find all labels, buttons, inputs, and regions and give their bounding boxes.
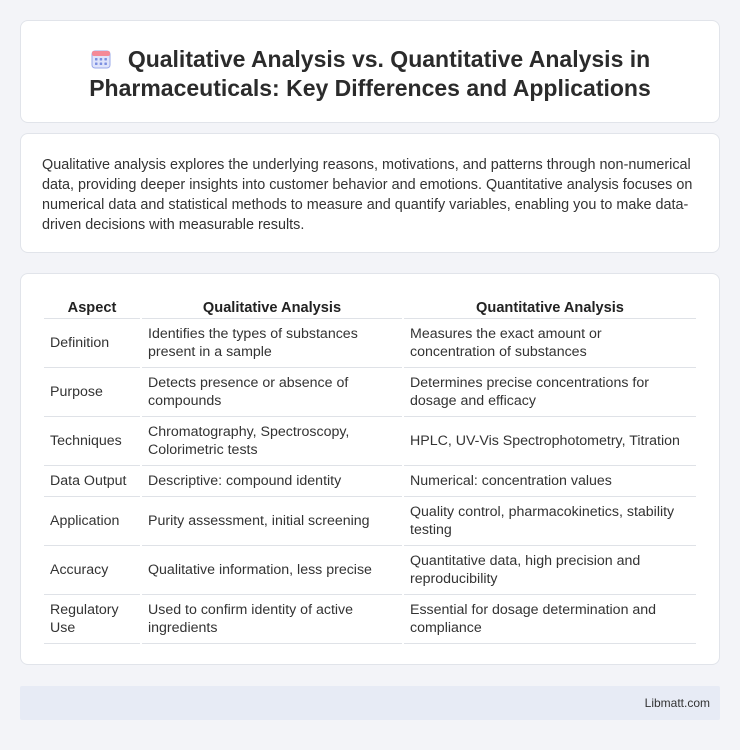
comparison-table — [42, 295, 698, 644]
calendar-icon — [90, 48, 112, 70]
qualitative-cell: Descriptive: compound identity — [142, 466, 402, 497]
quantitative-cell: Quality control, pharmacokinetics, stability testing — [404, 497, 696, 546]
table-row — [44, 466, 696, 497]
header-quantitative: Quantitative Analysis — [404, 295, 696, 319]
intro-card — [20, 133, 720, 253]
table-row — [44, 546, 696, 595]
table-row — [44, 417, 696, 466]
quantitative-cell: HPLC, UV-Vis Spectrophotometry, Titration — [404, 417, 696, 466]
qualitative-cell: Purity assessment, initial screening — [142, 497, 402, 546]
qualitative-cell: Chromatography, Spectroscopy, Colorimetric tests — [142, 417, 402, 466]
qualitative-cell: Qualitative information, less precise — [142, 546, 402, 595]
title-card — [20, 20, 720, 123]
table-row — [44, 319, 696, 368]
qualitative-cell: Identifies the types of substances present in a sample — [142, 319, 402, 368]
table-row — [44, 497, 696, 546]
footer-source[interactable]: Libmatt.com — [644, 696, 710, 710]
intro-paragraph: Qualitative analysis explores the underlying reasons, motivations, and patterns through non-numerical data, providing deeper insights into customer behavior and emotions. Quantitative analysis focuses on numerical data and statistical methods to measure and quantify variables, enabling you to make data-driven decisions with measurable results. — [42, 157, 693, 233]
comparison-table-card — [20, 273, 720, 665]
aspect-cell: Data Output — [44, 466, 140, 497]
header-qualitative: Qualitative Analysis — [142, 295, 402, 319]
quantitative-cell: Determines precise concentrations for dosage and efficacy — [404, 368, 696, 417]
page-title-text: Qualitative Analysis vs. Quantitative Analysis in Pharmaceuticals: Key Differences and Applications — [89, 46, 651, 101]
aspect-cell: Regulatory Use — [44, 595, 140, 644]
qualitative-cell: Used to confirm identity of active ingredients — [142, 595, 402, 644]
table-row — [44, 595, 696, 644]
quantitative-cell: Measures the exact amount or concentration of substances — [404, 319, 696, 368]
footer-bar — [20, 686, 720, 720]
table-row — [44, 368, 696, 417]
table-header-row — [44, 295, 696, 319]
aspect-cell: Application — [44, 497, 140, 546]
quantitative-cell: Numerical: concentration values — [404, 466, 696, 497]
aspect-cell: Techniques — [44, 417, 140, 466]
aspect-cell: Definition — [44, 319, 140, 368]
header-aspect: Aspect — [44, 295, 140, 319]
aspect-cell: Accuracy — [44, 546, 140, 595]
page-title — [41, 45, 699, 103]
quantitative-cell: Essential for dosage determination and compliance — [404, 595, 696, 644]
quantitative-cell: Quantitative data, high precision and reproducibility — [404, 546, 696, 595]
qualitative-cell: Detects presence or absence of compounds — [142, 368, 402, 417]
aspect-cell: Purpose — [44, 368, 140, 417]
